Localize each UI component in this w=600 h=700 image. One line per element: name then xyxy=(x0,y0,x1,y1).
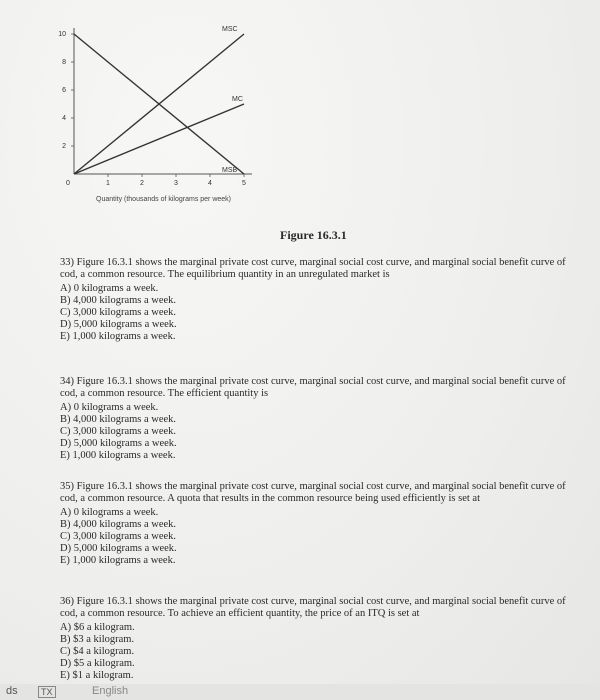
option[interactable]: A) $6 a kilogram. xyxy=(60,622,135,633)
option[interactable]: E) 1,000 kilograms a week. xyxy=(60,555,176,566)
series-label-mc: MC xyxy=(232,96,243,103)
x-tick-label: 2 xyxy=(140,180,144,187)
language-label[interactable]: English xyxy=(92,685,129,697)
option[interactable]: C) $4 a kilogram. xyxy=(60,646,135,657)
option[interactable]: D) $5 a kilogram. xyxy=(60,658,135,669)
option[interactable]: B) $3 a kilogram. xyxy=(60,634,135,645)
x-tick-label: 0 xyxy=(66,180,70,187)
figure-caption: Figure 16.3.1 xyxy=(280,228,347,242)
question-36 xyxy=(60,596,580,682)
option[interactable]: C) 3,000 kilograms a week. xyxy=(60,426,177,437)
figure-chart xyxy=(34,24,254,199)
option[interactable]: B) 4,000 kilograms a week. xyxy=(60,414,177,425)
option[interactable]: B) 4,000 kilograms a week. xyxy=(60,519,177,530)
bottom-toolbar xyxy=(0,684,600,700)
bottom-left-label[interactable]: ds xyxy=(6,685,18,697)
x-tick-label: 1 xyxy=(106,180,110,187)
x-tick-label: 5 xyxy=(242,180,246,187)
series-label-msc: MSC xyxy=(222,26,238,33)
series-label-msb: MSB xyxy=(222,167,238,174)
option[interactable]: E) 1,000 kilograms a week. xyxy=(60,331,176,342)
option[interactable]: A) 0 kilograms a week. xyxy=(60,507,159,518)
y-tick-label: 6 xyxy=(62,87,66,94)
option[interactable]: A) 0 kilograms a week. xyxy=(60,283,159,294)
y-tick-label: 2 xyxy=(62,143,66,150)
question-stem: 34) Figure 16.3.1 shows the marginal private cost curve, marginal social cost curve, and marginal social benefit curve of cod, a common resource. The efficient quantity is xyxy=(60,376,566,399)
option[interactable]: D) 5,000 kilograms a week. xyxy=(60,543,177,554)
option[interactable]: D) 5,000 kilograms a week. xyxy=(60,438,177,449)
option[interactable]: E) $1 a kilogram. xyxy=(60,670,134,681)
option[interactable]: D) 5,000 kilograms a week. xyxy=(60,319,177,330)
option[interactable]: C) 3,000 kilograms a week. xyxy=(60,531,177,542)
option[interactable]: B) 4,000 kilograms a week. xyxy=(60,295,177,306)
x-axis-label: Quantity (thousands of kilograms per week) xyxy=(96,196,232,203)
option[interactable]: E) 1,000 kilograms a week. xyxy=(60,450,176,461)
option[interactable]: A) 0 kilograms a week. xyxy=(60,402,159,413)
question-34 xyxy=(60,376,580,462)
option[interactable]: C) 3,000 kilograms a week. xyxy=(60,307,177,318)
question-stem: 36) Figure 16.3.1 shows the marginal private cost curve, marginal social cost curve, and marginal social benefit curve of cod, a common resource. To achieve an efficient quantity, the price of an ITQ is set at xyxy=(60,596,566,619)
question-35 xyxy=(60,481,580,567)
question-33 xyxy=(60,257,580,343)
question-stem: 33) Figure 16.3.1 shows the marginal private cost curve, marginal social cost curve, and marginal social benefit curve of cod, a common resource. The equilibrium quantity in an unregulated market is xyxy=(60,257,566,280)
y-tick-label: 10 xyxy=(58,31,66,38)
x-tick-label: 4 xyxy=(208,180,212,187)
question-stem: 35) Figure 16.3.1 shows the marginal private cost curve, marginal social cost curve, and marginal social benefit curve of cod, a common resource. A quota that results in the common resource being used efficiently is set at xyxy=(60,481,566,504)
series-line-mc xyxy=(74,104,244,174)
text-format-icon[interactable]: TX xyxy=(38,686,56,698)
y-tick-label: 8 xyxy=(62,59,66,66)
x-tick-label: 3 xyxy=(174,180,178,187)
y-tick-label: 4 xyxy=(62,115,66,122)
